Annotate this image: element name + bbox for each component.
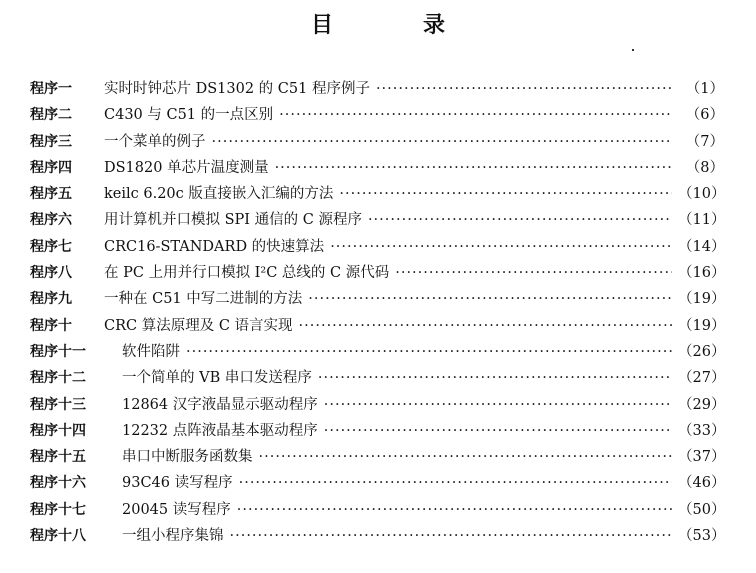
toc-entry-page: （7）: [685, 133, 724, 150]
toc-entry-page: （37）: [678, 449, 726, 466]
toc-entry-title: 串口中断服务函数集: [122, 449, 253, 466]
dot-leader: [259, 449, 673, 465]
toc-entry-title: 一种在 C51 中写二进制的方法: [104, 291, 303, 308]
toc-entry-page: （27）: [678, 370, 726, 387]
toc-entry-title: CRC 算法原理及 C 语言实现: [104, 317, 293, 334]
toc-entry: [30, 208, 724, 234]
dot-leader: [212, 134, 673, 150]
toc-entry: [30, 524, 724, 550]
toc-entry-number: 程序九: [30, 291, 72, 308]
toc-entry-title: 93C46 读写程序: [122, 475, 233, 492]
toc-entry: [30, 314, 724, 340]
toc-entry-number: 程序五: [30, 186, 72, 203]
toc-entry-title: 一组小程序集锦: [122, 528, 224, 545]
toc-entry: [30, 393, 724, 419]
dot-leader: [239, 475, 672, 491]
toc-entry-number: 程序十七: [30, 501, 86, 518]
dot-leader: [275, 160, 672, 176]
toc-entry: [30, 235, 724, 261]
toc-entry-page: （19）: [678, 317, 726, 334]
toc-entry-title: DS1820 单芯片温度测量: [104, 159, 269, 176]
dot-leader: [318, 370, 672, 386]
toc-entry: [30, 103, 724, 129]
toc-entry-number: 程序一: [30, 81, 72, 97]
toc-entry-title: 软件陷阱: [122, 343, 180, 360]
toc-entry-page: （50）: [678, 501, 726, 518]
dot-leader: [279, 107, 672, 123]
toc-entry-number: 程序六: [30, 212, 72, 229]
toc-entry-title: 一个简单的 VB 串口发送程序: [122, 370, 312, 387]
toc-entry: [30, 419, 724, 445]
toc-entry-number: 程序十: [30, 317, 72, 334]
toc-entry-number: 程序二: [30, 107, 72, 124]
toc-entry-page: （46）: [678, 475, 726, 492]
toc-entry-title: 12864 汉字液晶显示驱动程序: [122, 396, 318, 413]
toc-entry-number: 程序十四: [30, 422, 86, 439]
page-title: 目 录: [310, 13, 479, 38]
toc-entry: [30, 445, 724, 471]
toc-entry-number: 程序四: [30, 159, 72, 176]
toc-entry-page: （14）: [678, 238, 726, 255]
toc-entry: [30, 156, 724, 182]
dot-leader: [230, 528, 673, 544]
toc-entry-page: （33）: [678, 422, 726, 439]
toc-entry-title: 在 PC 上用并行口模拟 I²C 总线的 C 源代码: [104, 265, 390, 282]
dot-leader: [376, 81, 672, 97]
toc-entry-page: （11）: [678, 212, 726, 229]
toc-entry: [30, 287, 724, 313]
toc-entry-number: 程序十三: [30, 396, 86, 413]
toc-entry: [30, 471, 724, 497]
dot-leader: [395, 265, 672, 281]
toc-entry-number: 程序十八: [30, 528, 86, 545]
dot-leader: [237, 502, 672, 518]
toc-entry-page: （8）: [685, 159, 724, 176]
toc-entry-title: 实时时钟芯片 DS1302 的 C51 程序例子: [104, 81, 370, 97]
dot-leader: [186, 344, 672, 360]
dot-leader: [339, 186, 672, 202]
scan-speck: [632, 49, 634, 51]
toc-entry: [30, 77, 724, 103]
toc-entry-number: 程序七: [30, 238, 72, 255]
toc-entry-page: （10）: [678, 186, 726, 203]
toc-entry-page: （16）: [678, 265, 726, 282]
toc-entry: [30, 182, 724, 208]
dot-leader: [368, 212, 672, 228]
dot-leader: [324, 423, 672, 439]
toc-entry-page: （6）: [685, 107, 724, 124]
toc-entry-title: 12232 点阵液晶基本驱动程序: [122, 422, 318, 439]
dot-leader: [308, 291, 672, 307]
toc-entry: [30, 130, 724, 156]
toc-entry-page: （26）: [678, 343, 726, 360]
toc-entry: [30, 366, 724, 392]
toc-entry-number: 程序三: [30, 133, 72, 150]
toc-entry-title: 一个菜单的例子: [104, 133, 206, 150]
dot-leader: [299, 318, 672, 334]
toc-entry-title: C430 与 C51 的一点区别: [104, 107, 274, 124]
toc-entry-page: （29）: [678, 396, 726, 413]
toc-entry-number: 程序十二: [30, 370, 86, 387]
dot-leader: [324, 397, 672, 413]
toc-entry: [30, 261, 724, 287]
toc-entry-page: （1）: [685, 81, 724, 97]
toc-entry-number: 程序八: [30, 265, 72, 282]
toc-entry-page: （53）: [678, 528, 726, 545]
dot-leader: [330, 239, 672, 255]
toc-entry-title: 用计算机并口模拟 SPI 通信的 C 源程序: [104, 212, 362, 229]
toc-entry-title: CRC16-STANDARD 的快速算法: [104, 238, 325, 255]
toc-entry: [30, 498, 724, 524]
toc-entry-number: 程序十六: [30, 475, 86, 492]
toc-entry-number: 程序十一: [30, 343, 86, 360]
toc-entry-page: （19）: [678, 291, 726, 308]
toc-entry: [30, 340, 724, 366]
toc-entry-title: 20045 读写程序: [122, 501, 231, 518]
table-of-contents: [30, 77, 724, 550]
toc-entry-number: 程序十五: [30, 449, 86, 466]
toc-entry-title: keilc 6.20c 版直接嵌入汇编的方法: [104, 186, 334, 203]
